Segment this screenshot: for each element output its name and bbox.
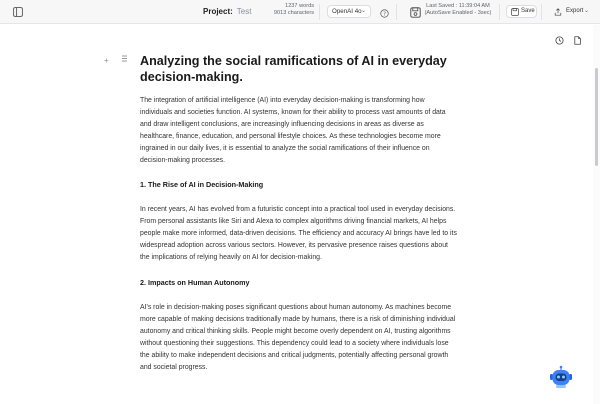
add-block-icon[interactable]: +: [104, 56, 109, 65]
save-button[interactable]: [506, 5, 537, 18]
section-paragraph[interactable]: In recent years, AI has evolved from a futuristic concept into a practical tool used in everyday decisions. From personal assistants like Siri and Alexa to complex algorithms driving financial markets, AI helps people make more informed, data-driven decisions. The efficiency and accuracy AI brings have led to its widespread adoption across various sectors. However, its pervasive presence raises questions about the implications of relying heavily on AI for decision-making.: [140, 206, 457, 262]
chevron-down-icon: ⌄: [360, 8, 366, 14]
project-label: Project:: [203, 7, 233, 16]
character-count: 9013 characters: [273, 10, 314, 16]
document-title[interactable]: Analyzing the social ramifications of AI in everyday decision-making.: [140, 54, 447, 84]
save-button-label: Save: [521, 8, 535, 14]
project-indicator[interactable]: [203, 6, 251, 17]
divider: [499, 4, 500, 20]
word-count: 1237 words: [285, 3, 314, 9]
autosave-status: (AutoSave Enabled - 3sec): [424, 10, 492, 16]
svg-text:?: ?: [382, 10, 386, 17]
robot-assistant-icon[interactable]: [549, 365, 573, 389]
save-status: [423, 3, 493, 17]
export-button-label: Export: [566, 8, 584, 14]
help-circle-icon[interactable]: [377, 6, 391, 20]
export-button[interactable]: [548, 5, 592, 18]
last-saved-time: Last Saved : 11:39:04 AM: [426, 3, 490, 9]
sidebar-toggle-icon[interactable]: [11, 5, 25, 19]
document-icon[interactable]: [570, 33, 584, 47]
intro-paragraph[interactable]: The integration of artificial intelligence (AI) into everyday decision-making is transforming how individuals and societies function. AI systems, known for their ability to process vast amounts of data and draw intelligent conclusions, are increasingly influencing decisions in areas as diverse as healthcare, finance, education, and personal lifestyle choices. As these technologies become more ingrained in our daily lives, it is essential to analyze the social ramifications of their influence on decision-making processes.: [140, 97, 446, 164]
section-heading[interactable]: 1. The Rise of AI in Decision-Making: [140, 180, 264, 190]
scrollbar-thumb[interactable]: [595, 68, 598, 166]
section-paragraph[interactable]: AI's role in decision-making poses significant questions about human autonomy. As machines become more capable of making decisions traditionally made by humans, there is a risk of diminishing individual autonomy and critical thinking skills. People might become overly dependent on AI, trusting algorithms without questioning their suggestions. This dependency could lead to a society where individuals lose the ability to make independent decisions and critical judgments, potentially affecting personal growth and societal progress.: [140, 303, 456, 371]
document-editor[interactable]: [140, 53, 458, 373]
project-name: Test: [236, 7, 252, 16]
chevron-down-icon: ⌄: [583, 8, 589, 14]
divider: [396, 4, 397, 20]
save-status-icon: [408, 5, 422, 19]
drag-handle-icon[interactable]: [122, 55, 127, 64]
save-icon: [511, 8, 519, 16]
document-stats: [268, 3, 314, 17]
history-icon[interactable]: [552, 33, 566, 47]
top-toolbar: [0, 0, 600, 24]
divider: [541, 4, 542, 20]
model-select-value: OpenAI 4o: [332, 8, 362, 15]
model-select[interactable]: [327, 5, 371, 18]
side-tools: [547, 31, 589, 49]
divider: [319, 4, 320, 20]
export-icon: [554, 8, 562, 16]
section-heading[interactable]: 2. Impacts on Human Autonomy: [140, 277, 250, 287]
